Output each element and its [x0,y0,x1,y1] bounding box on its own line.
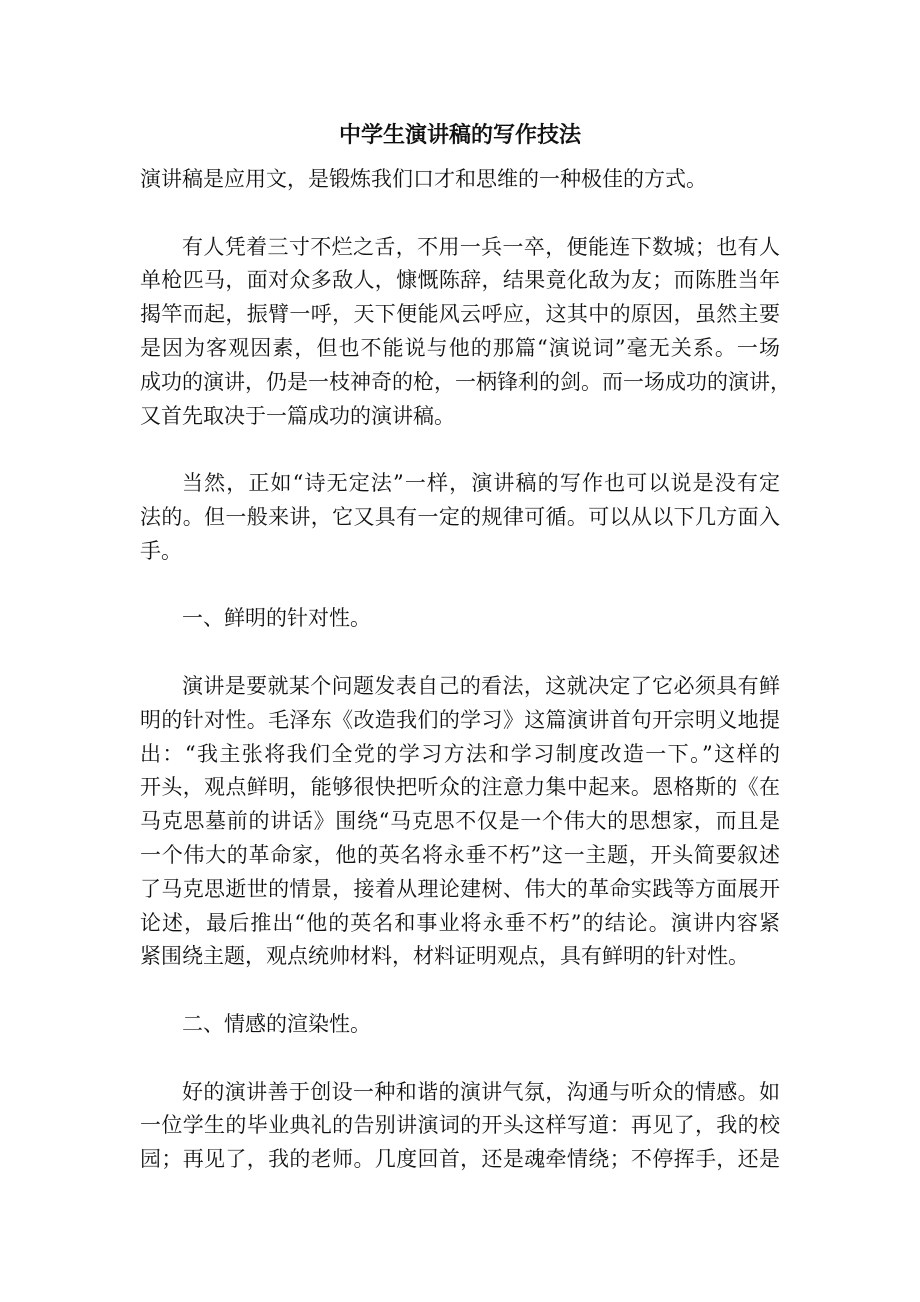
text-line: 开头，观点鲜明，能够很快把听众的注意力集中起来。恩格斯的《在 [140,775,780,800]
text-line: 是因为客观因素，但也不能说与他的那篇“演说词”毫无关系。一场 [140,335,780,360]
section-heading-2: 二、情感的渲染性。 [182,1011,371,1036]
text-line: 当然，正如“诗无定法”一样，演讲稿的写作也可以说是没有定 [182,471,780,496]
text-line: 马克思墓前的讲话》围绕“马克思不仅是一个伟大的思想家，而且是 [140,809,780,834]
document-page [140,118,791,1177]
paragraph-gap [140,974,780,1008]
text-line: 又首先取决于一篇成功的演讲稿。 [140,403,455,428]
text-line: 紧围绕主题，观点统帅材料，材料证明观点，具有鲜明的针对性。 [140,944,749,969]
paragraph-gap [140,636,780,670]
paragraph-gap [140,197,780,231]
text-line: 了马克思逝世的情景，接着从理论建树、伟大的革命实践等方面展开 [140,876,780,901]
intro-line: 演讲稿是应用文，是锻炼我们口才和思维的一种极佳的方式。 [140,167,707,191]
document-title: 中学生演讲稿的写作技法 [338,122,581,148]
text-line: 手。 [140,538,182,563]
paragraph-4 [140,1076,780,1177]
text-line: 有人凭着三寸不烂之舌，不用一兵一卒，便能连下数城；也有人 [182,234,780,259]
text-line: 法的。但一般来讲，它又具有一定的规律可循。可以从以下几方面入 [140,504,780,529]
text-line: 成功的演讲，仍是一枝神奇的枪，一柄锋利的剑。而一场成功的演讲， [140,369,791,394]
text-line: 单枪匹马，面对众多敌人，慷慨陈辞，结果竟化敌为友；而陈胜当年 [140,268,780,293]
text-line: 演讲是要就某个问题发表自己的看法，这就决定了它必须具有鲜 [182,673,780,698]
paragraph-gap [140,433,780,467]
text-line: 出：“我主张将我们全党的学习方法和学习制度改造一下。”这样的 [140,741,780,766]
section-heading-1: 一、鲜明的针对性。 [182,606,371,631]
text-line: 园；再见了，我的老师。几度回首，还是魂牵情绕；不停挥手，还是 [140,1147,780,1172]
text-line: 好的演讲善于创设一种和谐的演讲气氛，沟通与听众的情感。如 [182,1079,780,1104]
text-line: 揭竿而起，振臂一呼，天下便能风云呼应，这其中的原因，虽然主要 [140,302,780,327]
paragraph-gap [140,569,780,603]
paragraph-2 [140,467,780,568]
paragraph-1 [140,231,791,434]
text-line: 一位学生的毕业典礼的告别讲演词的开头这样写道：再见了，我的校 [140,1113,780,1138]
paragraph-gap [140,1042,780,1076]
text-line: 一个伟大的革命家，他的英名将永垂不朽”这一主题，开头简要叙述 [140,842,780,867]
paragraph-3 [140,670,780,974]
text-line: 论述，最后推出“他的英名和事业将永垂不朽”的结论。演讲内容紧 [140,910,780,935]
text-line: 明的针对性。毛泽东《改造我们的学习》这篇演讲首句开宗明义地提 [140,707,780,732]
